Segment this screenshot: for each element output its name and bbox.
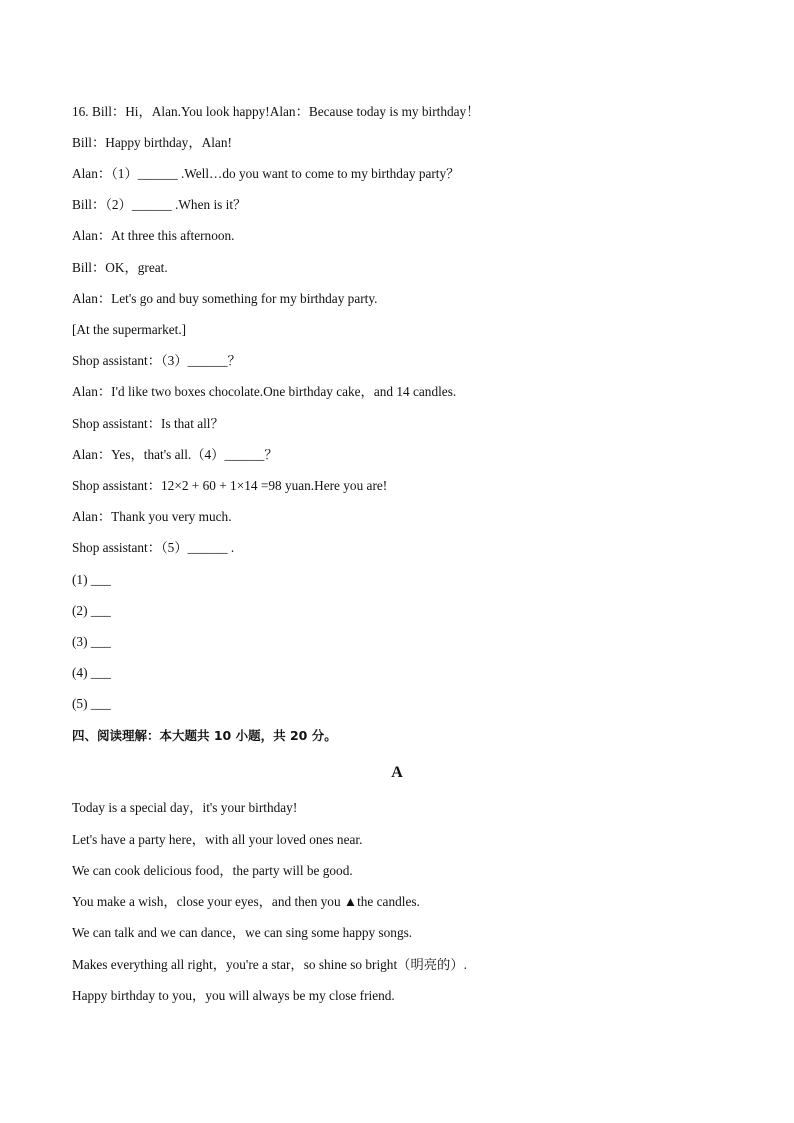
dialogue-line: Shop assistant：（5）______ . bbox=[72, 540, 235, 555]
dialogue-line: Alan：（1）______ .Well…do you want to come to my birthday party？ bbox=[72, 166, 460, 181]
answer-blank-1: (1) ___ bbox=[72, 572, 111, 587]
section-heading: 四、阅读理解：本大题共 10 小题，共 20 分。 bbox=[72, 728, 337, 743]
dialogue-line: 16. Bill：Hi，Alan.You look happy!Alan：Because today is my birthday！ bbox=[72, 104, 480, 119]
passage-line: Today is a special day，it's your birthday! bbox=[72, 800, 298, 815]
passage-line: Happy birthday to you，you will always be my close friend. bbox=[72, 988, 395, 1003]
dialogue-line: Alan：Yes，that's all.（4）______？ bbox=[72, 447, 278, 462]
dialogue-line: Bill：Happy birthday，Alan! bbox=[72, 135, 232, 150]
passage-line: You make a wish，close your eyes，and then you ▲the candles. bbox=[72, 894, 420, 909]
dialogue-line: Bill：OK，great. bbox=[72, 260, 168, 275]
dialogue-line: Alan：At three this afternoon. bbox=[72, 228, 235, 243]
answer-blank-4: (4) ___ bbox=[72, 665, 111, 680]
dialogue-line: Alan：Let's go and buy something for my birthday party. bbox=[72, 291, 378, 306]
answer-blank-5: (5) ___ bbox=[72, 696, 111, 711]
passage-line: We can cook delicious food，the party will be good. bbox=[72, 863, 353, 878]
dialogue-line: Shop assistant：（3）______？ bbox=[72, 353, 241, 368]
dialogue-line: Alan：Thank you very much. bbox=[72, 509, 232, 524]
dialogue-line: Shop assistant：Is that all？ bbox=[72, 416, 224, 431]
answer-blank-3: (3) ___ bbox=[72, 634, 111, 649]
dialogue-line: Alan：I'd like two boxes chocolate.One birthday cake，and 14 candles. bbox=[72, 384, 457, 399]
passage-title: A bbox=[391, 764, 403, 781]
passage-line: We can talk and we can dance，we can sing some happy songs. bbox=[72, 925, 413, 940]
passage-line: Makes everything all right，you're a star，so shine so bright（明亮的）. bbox=[72, 957, 467, 972]
passage-line: Let's have a party here，with all your loved ones near. bbox=[72, 832, 363, 847]
dialogue-line: Shop assistant：12×2 + 60 + 1×14 =98 yuan.Here you are! bbox=[72, 478, 388, 493]
answer-blank-2: (2) ___ bbox=[72, 603, 111, 618]
dialogue-line: Bill：（2）______ .When is it？ bbox=[72, 197, 247, 212]
dialogue-line: [At the supermarket.] bbox=[72, 322, 187, 337]
